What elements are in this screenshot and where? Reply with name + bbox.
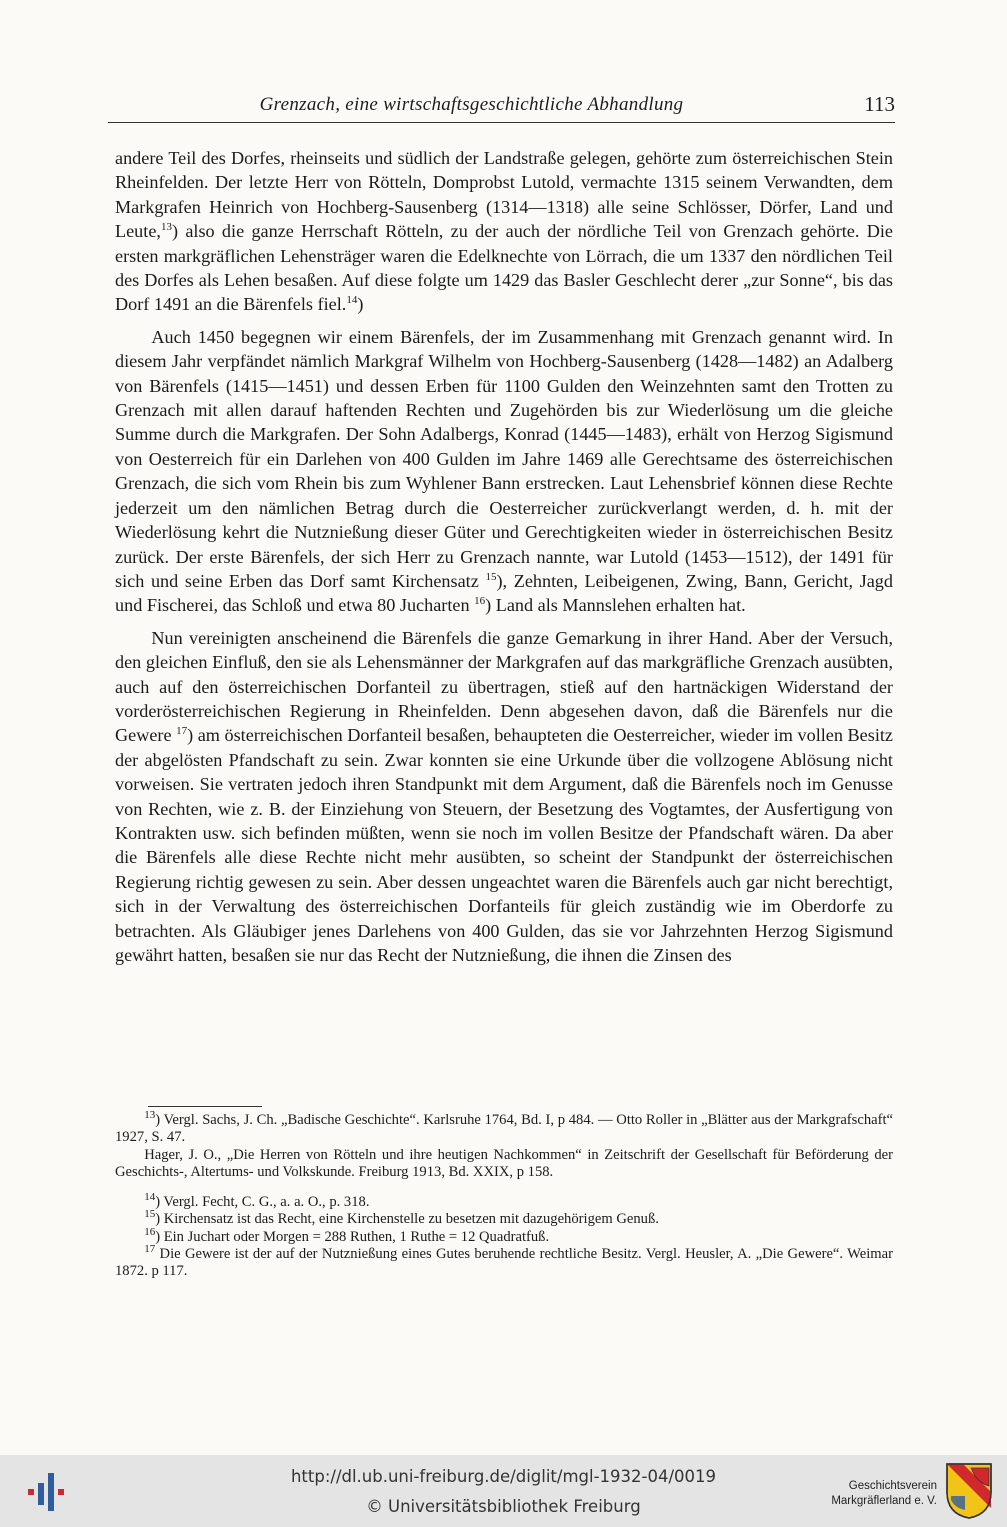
body-text	[115, 146, 893, 975]
footnote	[115, 1191, 893, 1211]
paragraph-text: )	[357, 294, 364, 315]
viewer-footer	[0, 1455, 1007, 1527]
paragraph-text: Nun vereinigten anscheinend die Bärenfels die ganze Gemarkung in ihrer Hand. Aber der Versuch, den gleichen Einfluß, den sie als Lehensmänner der Markgrafen auf das markgräfliche Grenzach ausübten, auch auf den österreichischen Dorfanteil zu übertragen, stieß auf den hartnäckigen Widerstand der vorderösterreichischen Regierung in Rheinfelden. Denn abgesehen davon, daß die Bärenfels nur die Gewere	[115, 627, 893, 746]
coat-of-arms-icon[interactable]	[945, 1462, 993, 1520]
copyright-notice: © Universitätsbibliothek Freiburg	[366, 1497, 641, 1516]
society-name	[831, 1479, 937, 1509]
footnote	[115, 1243, 893, 1281]
footnote-number: 14	[144, 1191, 156, 1204]
footnote-text: ) Ein Juchart oder Morgen = 288 Ruthen, 1 Ruthe = 12 Quadratfuß.	[155, 1228, 550, 1245]
page-number: 113	[864, 92, 895, 116]
footnote-divider	[148, 1106, 262, 1107]
permalink-url[interactable]: http://dl.ub.uni-freiburg.de/diglit/mgl-1932-04/0019	[290, 1467, 717, 1486]
footnote-reference[interactable]: 16	[474, 595, 486, 608]
paragraph	[115, 325, 893, 618]
running-title: Grenzach, eine wirtschaftsgeschichtliche Abhandlung	[259, 94, 684, 115]
paragraph-text: ), Zehnten, Leibeigenen, Zwing, Bann, Gericht, Jagd und Fischerei, das Schloß und etwa 80 Jucharten	[115, 570, 893, 616]
footnote-reference[interactable]: 15	[485, 570, 497, 583]
footnote-text: ) Kirchensatz ist das Recht, eine Kirchenstelle zu besetzen mit dazugehörigem Genuß.	[155, 1211, 659, 1228]
society-line-2: Markgräflerland e. V.	[831, 1495, 937, 1507]
footnote-reference[interactable]: 17	[176, 725, 188, 738]
footnote-number: 15	[144, 1208, 156, 1221]
footnote-number: 16	[144, 1225, 156, 1238]
footnote-text: Hager, J. O., „Die Herren von Rötteln und ihre heutigen Nachkommen“ in Zeitschrift der Gesellschaft für Beförderung der Geschichts-, Altertums- und Volkskunde. Freiburg 1913, Bd. XXIX, p 158.	[115, 1146, 893, 1180]
paragraph-text: ) also die ganze Herrschaft Rötteln, zu der auch der nördliche Teil von Grenzach gehörte. Die ersten markgräflichen Lehensträger waren die Edelknechte von Lörrach, die um 1337 den nördlichen Teil des Dorfes als Lehen besaßen. Auf diese folgte um 1429 das Basler Geschlecht derer „zur Sonne“, bis das Dorf 1491 an die Bärenfels fiel.	[115, 221, 893, 315]
footnote-text: ) Vergl. Fecht, C. G., a. a. O., p. 318.	[155, 1194, 370, 1211]
footnote	[115, 1147, 893, 1182]
running-head	[108, 92, 895, 123]
footnote-text: Die Gewere ist der auf der Nutznießung eines Gutes beruhende rechtliche Besitz. Vergl. Heusler, A. „Die Gewere“. Weimar 1872. p 117.	[115, 1246, 893, 1280]
footnote-number: 13	[144, 1109, 156, 1122]
paragraph-text: ) Land als Mannslehen erhalten hat.	[485, 595, 746, 616]
paragraph-text: Auch 1450 begegnen wir einem Bärenfels, der im Zusammenhang mit Grenzach genannt wird. In diesem Jahr verpfändet nämlich Markgraf Wilhelm von Hochberg-Sausenberg (1428—1482) an Adalberg von Bärenfels (1415—1451) und dessen Erben für 1100 Gulden den Weinzehnten samt den Trotten zu Grenzach mit allen darauf haftenden Rechten und Zugehörden bis zur Wiederlösung um die gleiche Summe durch die Markgrafen. Der Sohn Adalbergs, Konrad (1445—1483), erhält von Herzog Sigismund von Oesterreich für ein Darlehen von 400 Gulden im Jahre 1469 alle Gerechtsame des österreichischen Grenzach, die sich vom Rhein bis zum Wyhlener Bann erstrecken. Laut Lehensbrief können diese Rechte jederzeit um den nämlichen Betrag durch die Oesterreicher zurückverlangt werden, d. h. mit der Wiederlösung kehrt die Nutznießung dieser Güter und Gerechtigkeiten wieder in österreichischen Besitz zurück. Der erste Bärenfels, der sich Herr zu Grenzach nannte, war Lutold (1453—1512), der 1491 für sich und seine Erben das Dorf samt Kirchensatz	[115, 326, 893, 591]
footnote-text: ) Vergl. Sachs, J. Ch. „Badische Geschichte“. Karlsruhe 1764, Bd. I, p 484. — Otto Roller in „Blätter aus der Markgrafschaft“ 1927, S. 47.	[115, 1112, 893, 1146]
footnote	[115, 1208, 893, 1228]
footnote-number: 17	[144, 1243, 156, 1256]
paragraph	[115, 626, 893, 968]
footnotes	[115, 1109, 893, 1281]
footnote-reference[interactable]: 13	[160, 221, 172, 234]
society-line-1: Geschichtsverein	[848, 1480, 937, 1492]
paragraph-text: ) am österreichischen Dorfanteil besaßen, behaupteten die Oesterreicher, wieder im vollen Besitz der abgelösten Pfandschaft zu sein. Zwar konnten sie eine Urkunde über die vollzogene Ablösung nicht vorweisen. Sie vertraten jedoch ihren Standpunkt mit dem Argument, daß die Bärenfels noch im Genusse von Rechten, wie z. B. der Einziehung von Steuern, der Besetzung des Vogtamtes, der Ausfertigung von Kontrakten usw. sich befinden müßten, wenn sie noch im vollen Besitze der Pfandschaft wären. Da aber die Bärenfels alle diese Rechte nicht mehr ausübten, so scheint der Standpunkt der österreichischen Regierung richtig gewesen zu sein. Aber dessen ungeachtet waren die Bärenfels auch gar nicht berechtigt, sich in der Verwaltung des österreichischen Dorfanteils für gleich zuständig wie im Oberdorfe zu betrachten. Als Gläubiger jenes Darlehens von 400 Gulden, das sie vor Jahrzehnten Herzog Sigismund gewährt hatten, besaßen sie nur das Recht der Nutznießung, die ihnen die Zinsen des	[115, 725, 893, 965]
paragraph	[115, 146, 893, 317]
footnote	[115, 1109, 893, 1147]
footnote	[115, 1225, 893, 1246]
paragraph-text: andere Teil des Dorfes, rheinseits und südlich der Landstraße gelegen, gehörte zum österreichischen Stein Rheinfelden. Der letzte Herr von Rötteln, Domprobst Lutold, vermachte 1315 seinem Verwandten, dem Markgrafen Heinrich von Hochberg-Sausenberg (1314—1318) alle seine Schlösser, Dörfer, Land und Leute,	[115, 148, 893, 242]
footnote-reference[interactable]: 14	[346, 294, 358, 307]
